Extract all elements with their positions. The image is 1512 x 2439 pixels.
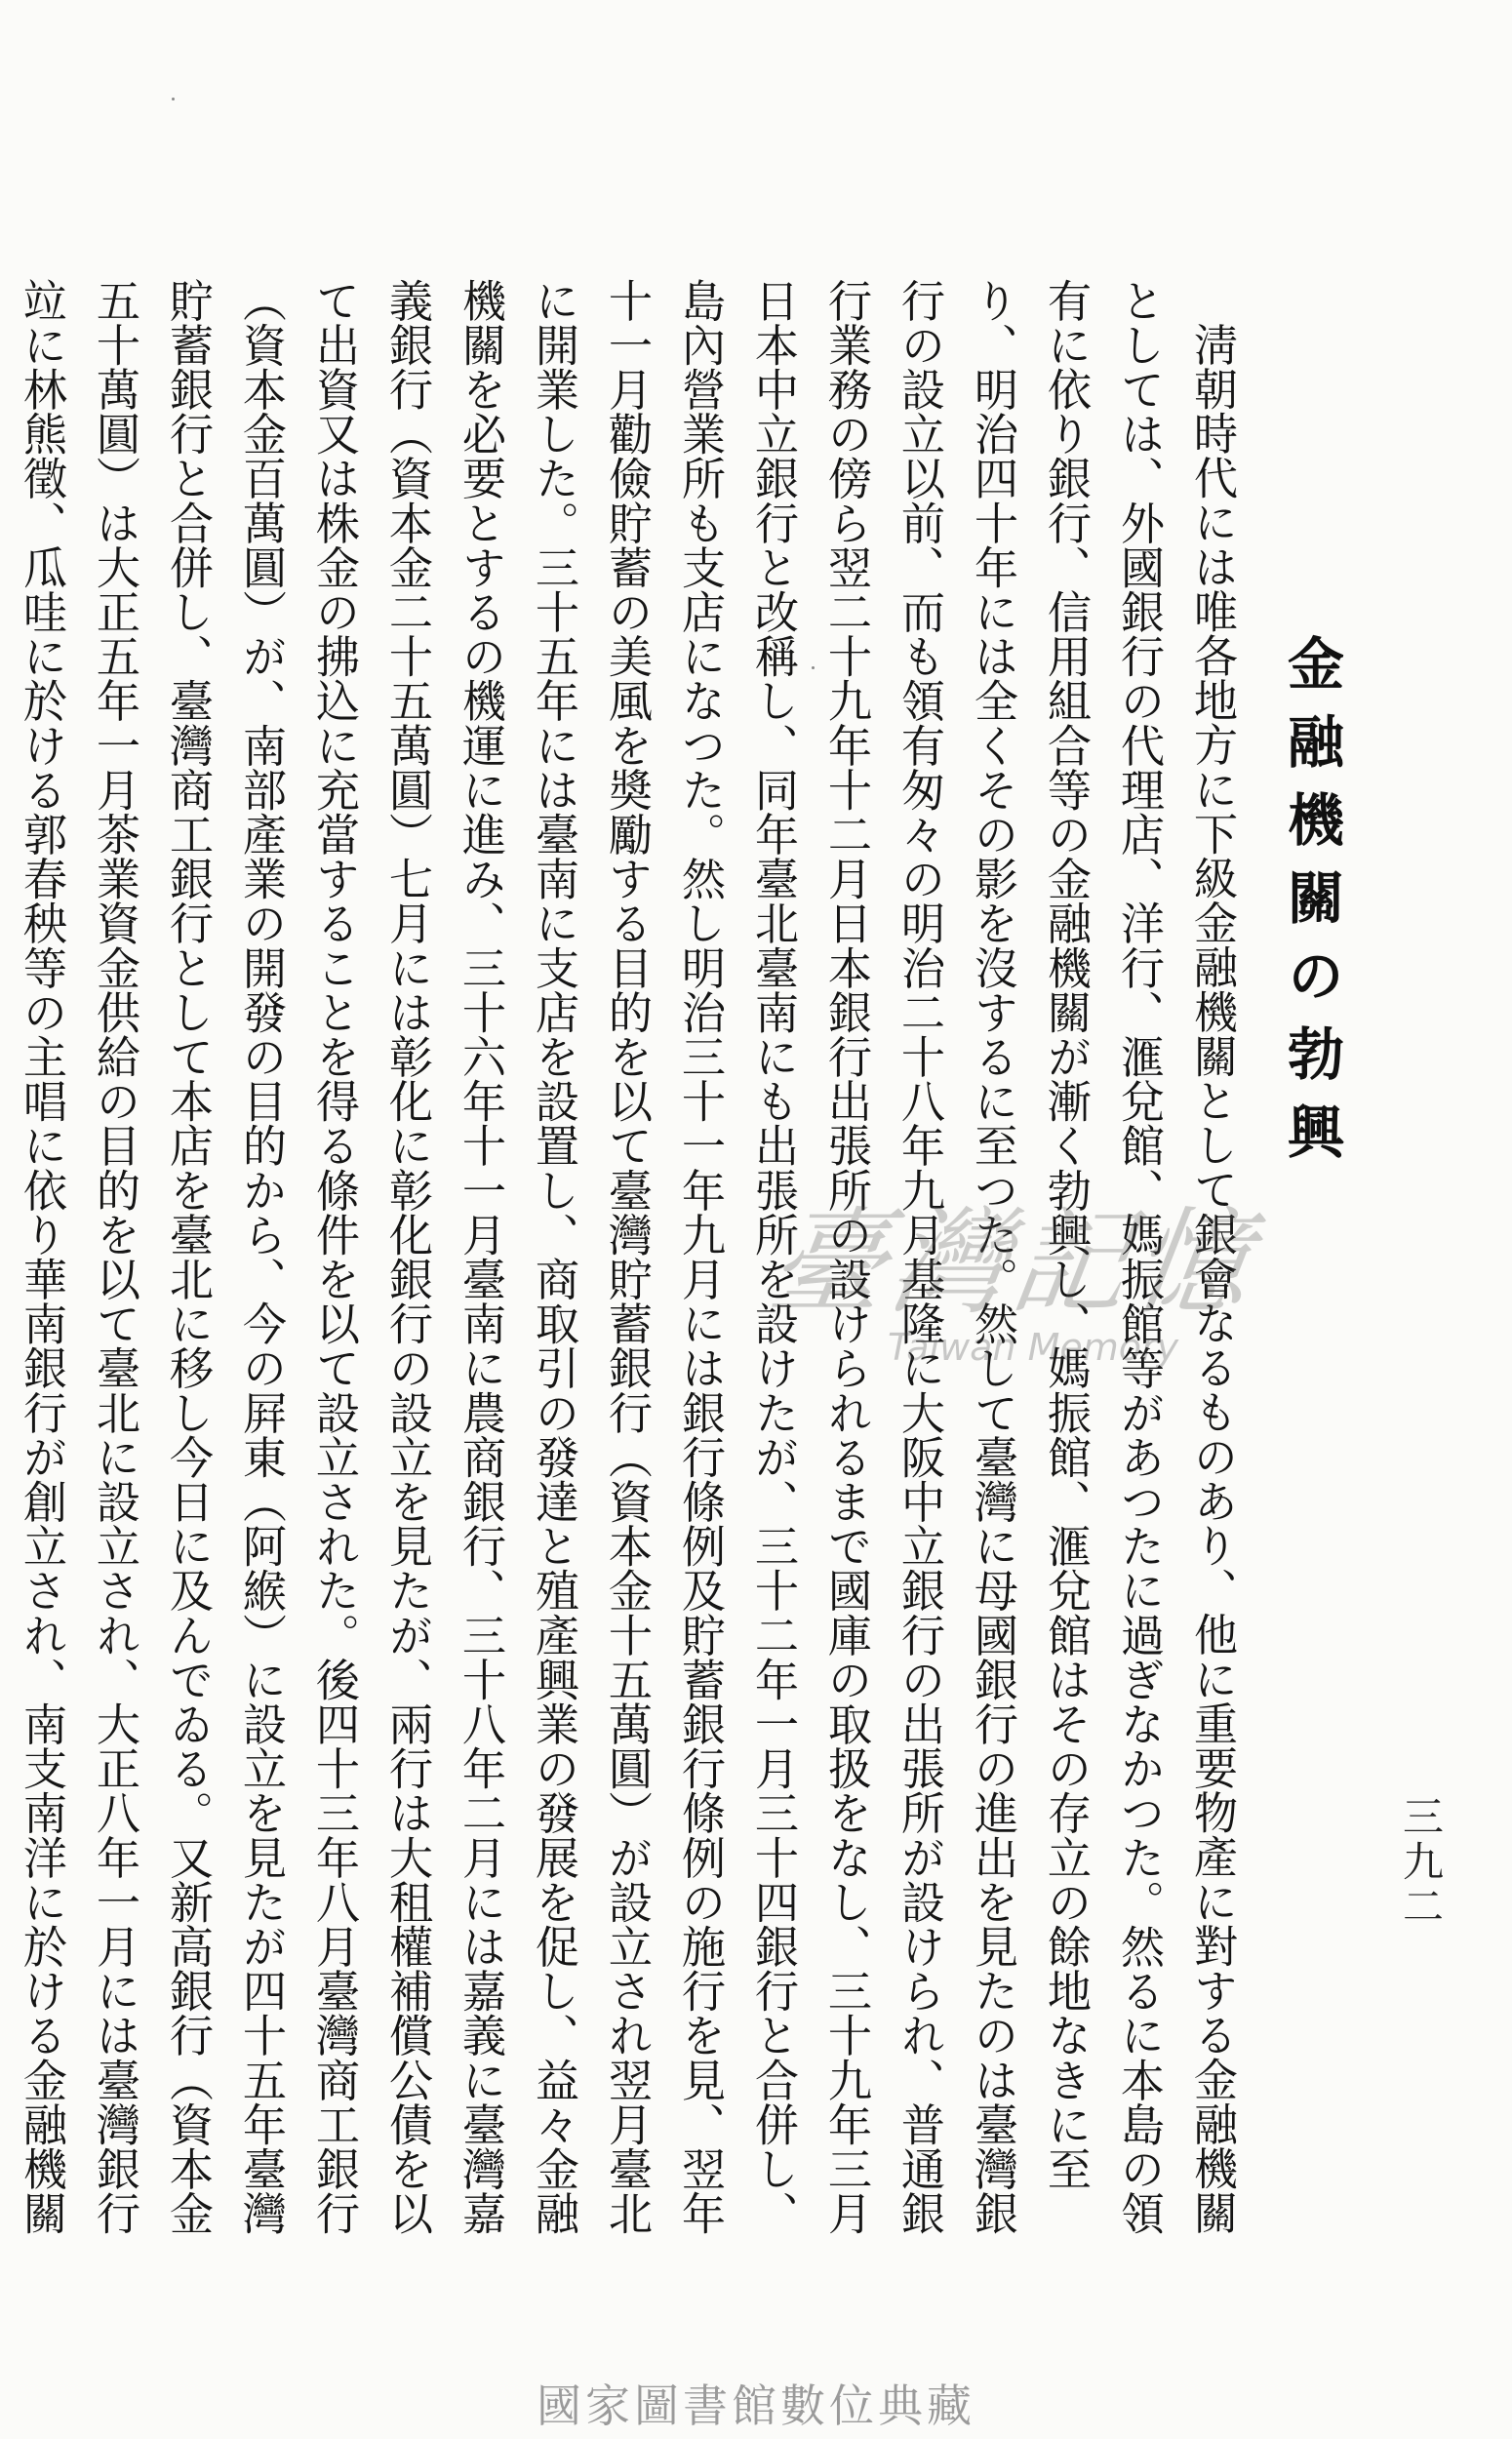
body-paragraph: 淸朝時代には唯各地方に下級金融機關として銀會なるものあり、他に重要物產に對する金融機關としては、外國銀行の代理店、洋行、滙兌館、媽振館等があつたに過ぎなかつた。然るに本島の領有に依り銀行、信用組合等の金融機關が漸く勃興し、媽振館、滙兌館はその存立の餘地なきに至り、明治四十年には全くその影を沒するに至つた。然して臺灣に母國銀行の進出を見たのは臺灣銀行の設立以前、而も領有匆々の明治二十八年九月基隆に大阪中立銀行の出張所が設けられ、普通銀行業務の傍ら翌二十九年十二月日本銀行出張所の設けられるまで國庫の取扱をなし、三十九年三月日本中立銀行と改稱し、同年臺北臺南にも出張所を設けたが、三十二年一月三十四銀行と合併し、島內營業所も支店になつた。然し明治三十一年九月には銀行條例及貯蓄銀行條例の施行を見、翌年十一月勸儉貯蓄の美風を奬勵する目的を以て臺灣貯蓄銀行（資本金十五萬圓）が設立され翌月臺北に開業した。三十五年には臺南に支店を設置し、商取引の發達と殖產興業の發展を促し、益々金融機關を必要とするの機運に進み、三十六年十一月臺南に農商銀行、三十八年二月には嘉義に臺灣嘉義銀行（資本金二十五萬圓）七月には彰化に彰化銀行の設立を見たが、兩行は大租權補償公債を以て出資又は株金の拂込に充當することを得る條件を以て設立された。後四十三年八月臺灣商工銀行（資本金百萬圓）が、南部產業の開發の目的から、今の屛東（阿緱）に設立を見たが四十五年臺灣貯蓄銀行と合併し、臺灣商工銀行として本店を臺北に移し今日に及んでゐる。又新高銀行（資本金五十萬圓）は大正五年一月茶業資金供給の目的を以て臺北に設立され、大正八年一月には臺灣銀行竝に林熊徵、瓜哇に於ける郭春秧等の主唱に依り華南銀行が創立され、南支南洋に於ける金融機關 (16, 278, 1238, 2236)
watermark-text-en: Taiwan Memory (888, 1326, 1179, 1369)
section-title: 金融機關の勃興 (1278, 634, 1344, 1180)
page-number: 三九二 (1397, 1795, 1445, 1930)
footer-credit: 國家圖書館數位典藏 (537, 2379, 975, 2432)
scan-speck (812, 666, 815, 669)
body-text-column (16, 278, 1249, 2268)
watermark-text-cn: 臺灣記憶 (761, 1195, 1264, 1330)
scan-speck (172, 98, 175, 100)
